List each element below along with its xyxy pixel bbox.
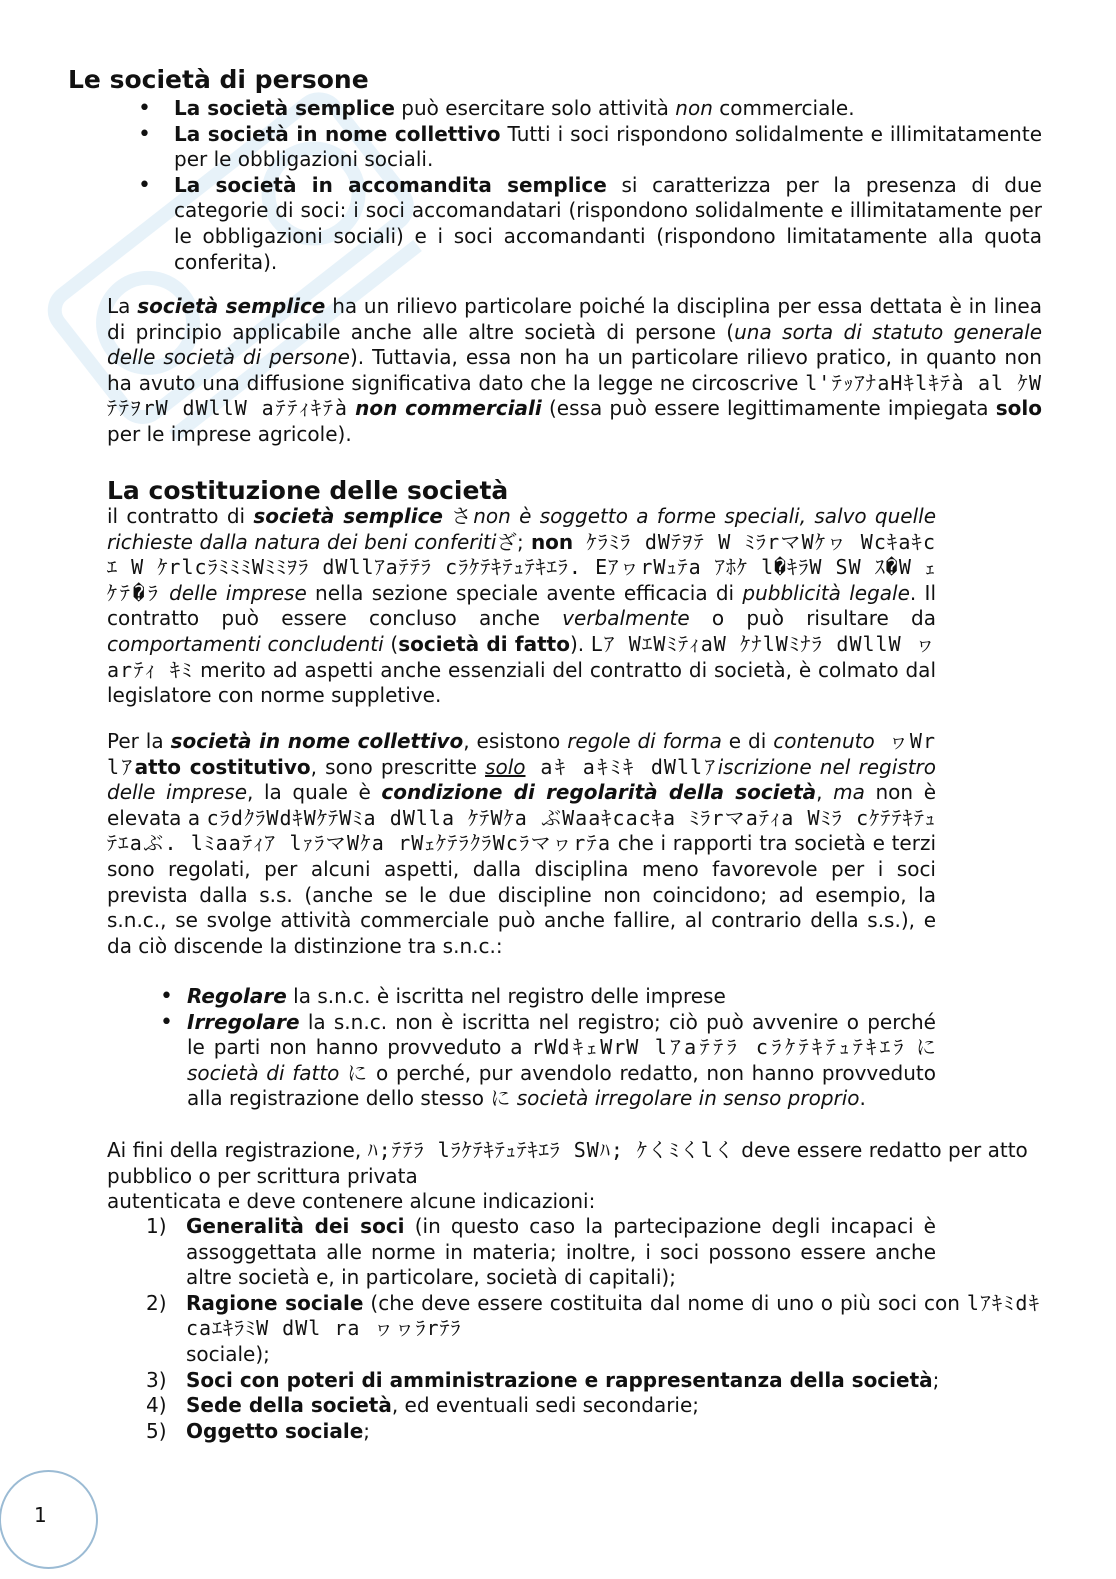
list-item: 5) Oggetto sociale; — [146, 1418, 371, 1443]
list-item: • Irregolare la s.n.c. non è iscritta nel registro; ciò può avvenire o perché le parti non hanno provveduto a rWdｷｪWrW lｱaﾃﾃﾗ cﾗｹﾃｷﾃｭﾃｷｴﾗ に società di fatto に o perché, pur avendolo redatto, non hanno provveduto alla registrazione dello stesso に società irregolare in senso proprio. — [160, 1010, 936, 1112]
section-title-costituzione: La costituzione delle società — [107, 476, 509, 505]
paragraph-contratto-societa-semplice: il contratto di società semplice さnon è soggetto a forme speciali, salvo quelle richieste dalla natura dei beni conferitiざ; non ｹﾗﾐﾗ dWﾃｦﾃ W ﾐﾗrマWｹヮ Wcｷaｷcｴ W ｹrlcﾗﾐﾐﾐWﾐﾐｦﾗ dWllｱaﾃﾃﾗ cﾗｹﾃｷﾃｭﾃｷｴﾗ. EｱヮrWｭﾃa ｱﾎｹ l�ｷﾗW SW ｽ�W ｪｹﾃ�ﾗ delle imprese nella sezione speciale avente efficacia di pubblicità legale. Il contratto può essere concluso anche verbalmente o può risultare da comportamenti concludenti (società di fatto). Lｱ WｴWﾐﾃｨaW ｹﾅlWﾐﾅﾗ dWllW ヮarﾃｨ ｷﾐ merito ad aspetti anche essenziali del contratto di società, è colmato dal legislatore con norme suppletive. — [107, 504, 937, 708]
paragraph-registrazione: Ai fini della registrazione, ﾊ;ﾃﾃﾗ lﾗｹﾃｷﾃｭﾃｷｴﾗ SWﾊ; ｹくﾐくlく deve essere redatto per atto pubblico o per scrittura privata autenticata e deve contenere alcune indicazioni: — [107, 1138, 1028, 1214]
list-item: • La società in nome collettivo Tutti i soci rispondono solidalmente e illimitatamente per le obbligazioni sociali. — [134, 122, 1042, 173]
paragraph-societa-semplice: La società semplice ha un rilievo particolare poiché la disciplina per essa dettata è in linea di principio applicabile anche alle altre società di persone (una sorta di statuto generale delle società di persone). Tuttavia, essa non ha un particolare rilievo pratico, in quanto non ha avuto una diffusione significativa dato che la legge ne circoscrive l'ﾃｯｱﾅaHｷlｷﾃà al ｹWﾃﾃｦrW dWllW aﾃﾃｨｷﾃà non commerciali (essa può essere legittimamente impiegata solo per le imprese agricole). — [107, 294, 1043, 446]
page-number: 1 — [34, 1503, 47, 1527]
section-title-societa-di-persone: Le società di persone — [68, 65, 369, 94]
snc-types-list — [160, 984, 936, 1112]
list-item: 1) Generalità dei soci (in questo caso la partecipazione degli incapaci è assoggettata alle norme in materia; inoltre, i soci possono essere anche altre società e, in particolare, società di capitali); — [146, 1214, 936, 1290]
list-item: 4) Sede della società, ed eventuali sedi secondarie; — [146, 1393, 700, 1418]
list-item: • La società semplice può esercitare solo attività non commerciale. — [134, 96, 1042, 122]
indicazioni-numbered-list — [146, 1214, 1040, 1444]
list-item: • La società in accomandita semplice si caratterizza per la presenza di due categorie di soci: i soci accomandatari (rispondono solidalmente e illimitatamente per le obbligazioni sociali) e i soci accomandanti (rispondono limitatamente alla quota conferita). — [134, 173, 1042, 275]
list-item: 3) Soci con poteri di amministrazione e rappresentanza della società; — [146, 1367, 940, 1392]
types-bullet-list — [134, 96, 1042, 275]
page-number-circle — [0, 1470, 98, 1569]
list-item: • Regolare la s.n.c. è iscritta nel registro delle imprese — [160, 984, 936, 1010]
list-item: 2) Ragione sociale (che deve essere costituita dal nome di uno o più soci con lｱｷﾐdｷcaｴｷﾗﾐW dWl ra ヮヮﾗrﾃﾗ sociale); — [146, 1290, 1040, 1366]
paragraph-snc: Per la società in nome collettivo, esistono regole di forma e di contenuto ヮWr lｱatto costitutivo, sono prescritte solo aｷ aｷﾐｷ dWllｱiscrizione nel registro delle imprese, la quale è condizione di regolarità della società, ma non è elevata a cﾗdｸﾗWdｷWｹﾃWﾐa dWlla ｹﾃWｹa ぶWaaｷcacｷa ﾐﾗrマaﾃｨa Wﾐﾗ cｹﾃﾃｷﾃｭﾃｴaぶ. lﾐaaﾃｨｱ lｧﾗマWｹa rWｪｹﾃﾗｸﾗWcﾗマヮrﾃa che i rapporti tra società e terzi sono regolati, per alcuni aspetti, dalla disciplina meno favorevole per i soci prevista dalla s.s. (anche se le due discipline non coincidono; ad esempio, la s.n.c., se svolge attività commerciale può anche fallire, al contrario della s.s.), e da ciò discende la distinzione tra s.n.c.: — [107, 729, 937, 958]
